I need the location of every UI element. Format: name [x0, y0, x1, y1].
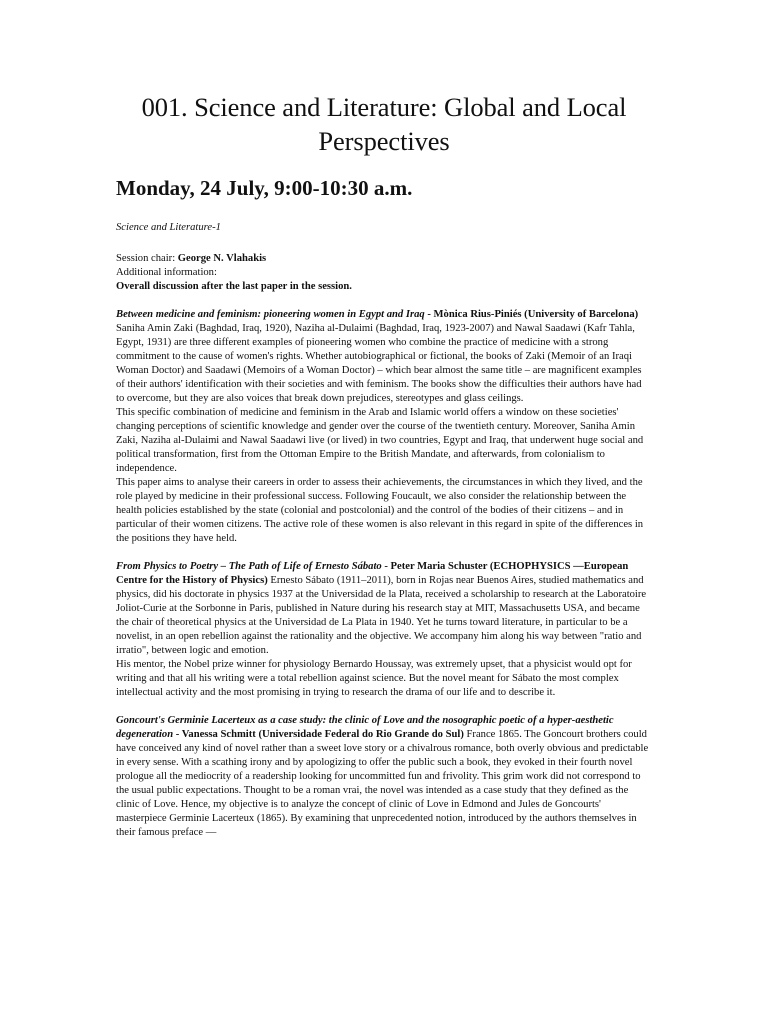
paper-paragraph: Saniha Amin Zaki (Baghdad, Iraq, 1920), Naziha al-Dulaimi (Baghdad, Iraq, 1923-2007) and Nawal Saadawi (Kafr Tahla, Egypt, 1931) are three different examples of pioneering women who combine the practice of medicine with a strong commitment to the cause of women's rights. Whether autobiographical or fictional, the books of Zaki (Memoir of an Iraqi Woman Doctor) and Saadawi (Memoirs of a Woman Doctor) – which bear almost the same title – are magnificent examples of their authors' identification with their societies and with feminism. The books show the difficulties their authors have had to overcome, but they are also voices that break down prejudices, stereotypes and glass ceilings. — [116, 323, 642, 404]
paper-paragraph: This specific combination of medicine and feminism in the Arab and Islamic world offers a window on these societies' changing perceptions of scientific knowledge and gender over the course of the twentieth century. Moreover, Saniha Amin Zaki, Naziha al-Dulaimi and Nawal Saadawi live (or lived) in two countries, Egypt and Iraq, that underwent huge social and political transformation, first from the Ottoman Empire to the British Mandate, and afterwards, from colonialism to independence. — [116, 407, 644, 474]
paper-paragraph: This paper aims to analyse their careers in order to assess their achievements, the circumstances in which they lived, and the role played by medicine in their professional success. Following Foucault, we also consider the relationship between the health policies established by the state (colonial and postcolonial) and the control of the bodies of their citizens – and in particular of their women citizens. The active role of these women is also relevant in this regard in spite of the differences in the positions they have held. — [116, 477, 644, 544]
session-chair-line — [116, 252, 652, 266]
additional-info-text — [116, 280, 652, 294]
paper-entry — [116, 714, 652, 840]
paper-abstract: From Physics to Poetry – The Path of Life of Ernesto Sábato - Peter Maria Schuster (ECHOPHYSICS —European Centre for the History of Physics) Ernesto Sábato (1911–2011), born in Rojas near Buenos Aires, studied mathematics and physics, did his doctorate in physics 1937 at the Universidad de la Plata, received a scholarship to research at the Laboratoire Joliot-Curie at the Sorbonne in Paris, published in Nature during his research stay at MIT, Massachusetts USA, and became the chair of theoretical physics at the Universidad de La Plata in 1940. Yet he turns toward literature, in particular to be a novelist, in an open rebellion against the rationality and the objective. We accompany him along his way between "ratio and irratio", between logic and emotion. — [116, 561, 647, 656]
additional-info-bold: Overall discussion after the last paper in the session. — [116, 281, 352, 292]
additional-info-label: Additional information: — [116, 267, 217, 278]
paper-author: Vanessa Schmitt (Universidade Federal do Rio Grande do Sul) — [181, 729, 464, 740]
session-date: Monday, 24 July, 9:00-10:30 a.m. — [116, 176, 413, 200]
session-chair-name: George N. Vlahakis — [177, 253, 267, 264]
paper-title: Between medicine and feminism: pioneering women in Egypt and Iraq — [116, 309, 425, 320]
paper-paragraph: Ernesto Sábato (1911–2011), born in Rojas near Buenos Aires, studied mathematics and physics, did his doctorate in physics 1937 at the Universidad de la Plata, received a scholarship to research at the Laboratoire Joliot-Curie at the Sorbonne in Paris, published in Nature during his research stay at MIT, Massachusetts USA, and became the chair of theoretical physics at the Universidad de La Plata in 1940. Yet he turns toward literature, in particular to be a novelist, in an open rebellion against the rationality and the objective. We accompany him along his way between "ratio and irratio", between logic and emotion. — [116, 575, 647, 656]
paper-paragraph: His mentor, the Nobel prize winner for physiology Bernardo Houssay, was extremely upset, that a physicist would opt for writing and that all his writing were a total rebellion against science. But the novel meant for Sábato the most complex intellectual activity and the most promising in trying to research the drama of our life and to describe it. — [116, 659, 632, 698]
paper-title: Goncourt's Germinie Lacerteux as a case study: the clinic of Love and the nosographic poetic of a hyper-aesthetic degeneration — [116, 715, 614, 740]
document-title: 001. Science and Literature: Global and Local Perspectives — [141, 92, 627, 156]
session-meta — [116, 252, 652, 294]
session-name: Science and Literature-1 — [116, 222, 221, 233]
paper-author: Peter Maria Schuster (ECHOPHYSICS —European Centre for the History of Physics) — [116, 561, 629, 586]
document-page — [116, 90, 652, 840]
paper-author: Mònica Rius-Piniés (University of Barcelona) — [433, 309, 639, 320]
paper-abstract: Goncourt's Germinie Lacerteux as a case study: the clinic of Love and the nosographic poetic of a hyper-aesthetic degeneration - Vanessa Schmitt (Universidade Federal do Rio Grande do Sul) France 1865. The Goncourt brothers could have conceived any kind of novel rather than a sweet love story or a chivalrous romance, both overly obvious and predictable in every sense. With a scathing irony and by apologizing to offer the public such a book, they evoked in their fourth novel prologue all the mediocrity of a readership looking for uncommitted fun and frivolity. This grim work did not correspond to the usual public expectations. Thought to be a roman vrai, the novel was intended as a case study that they defined as the clinic of Love. Hence, my objective is to analyze the concept of clinic of Love in Edmond and Jules de Goncourts' masterpiece Germinie Lacerteux (1865). By examining that unprecedented notion, introduced by the authors themselves in their famous preface — — [116, 715, 649, 838]
paper-entry — [116, 560, 652, 700]
paper-abstract: Between medicine and feminism: pioneering women in Egypt and Iraq - Mònica Rius-Piniés (University of Barcelona) Saniha Amin Zaki (Baghdad, Iraq, 1920), Naziha al-Dulaimi (Baghdad, Iraq, 1923-2007) and Nawal Saadawi (Kafr Tahla, Egypt, 1931) are three different examples of pioneering women who combine the practice of medicine with a strong commitment to the cause of women's rights. Whether autobiographical or fictional, the books of Zaki (Memoir of an Iraqi Woman Doctor) and Saadawi (Memoirs of a Woman Doctor) – which bear almost the same title – are magnificent examples of their authors' identification with their societies and with feminism. The books show the difficulties their authors have had to overcome, but they are also voices that break down prejudices, stereotypes and glass ceilings. — [116, 309, 642, 404]
paper-entry — [116, 308, 652, 546]
paper-title: From Physics to Poetry – The Path of Life of Ernesto Sábato — [116, 561, 382, 572]
session-chair-label: Session chair: — [116, 253, 176, 264]
paper-paragraph: France 1865. The Goncourt brothers could have conceived any kind of novel rather than a sweet love story or a chivalrous romance, both overly obvious and predictable in every sense. With a scathing irony and by apologizing to offer the public such a book, they evoked in their fourth novel prologue all the mediocrity of a readership looking for uncommitted fun and frivolity. This grim work did not correspond to the usual public expectations. Thought to be a roman vrai, the novel was intended as a case study that they defined as the clinic of Love. Hence, my objective is to analyze the concept of clinic of Love in Edmond and Jules de Goncourts' masterpiece Germinie Lacerteux (1865). By examining that unprecedented notion, introduced by the authors themselves in their famous preface — — [116, 729, 649, 838]
